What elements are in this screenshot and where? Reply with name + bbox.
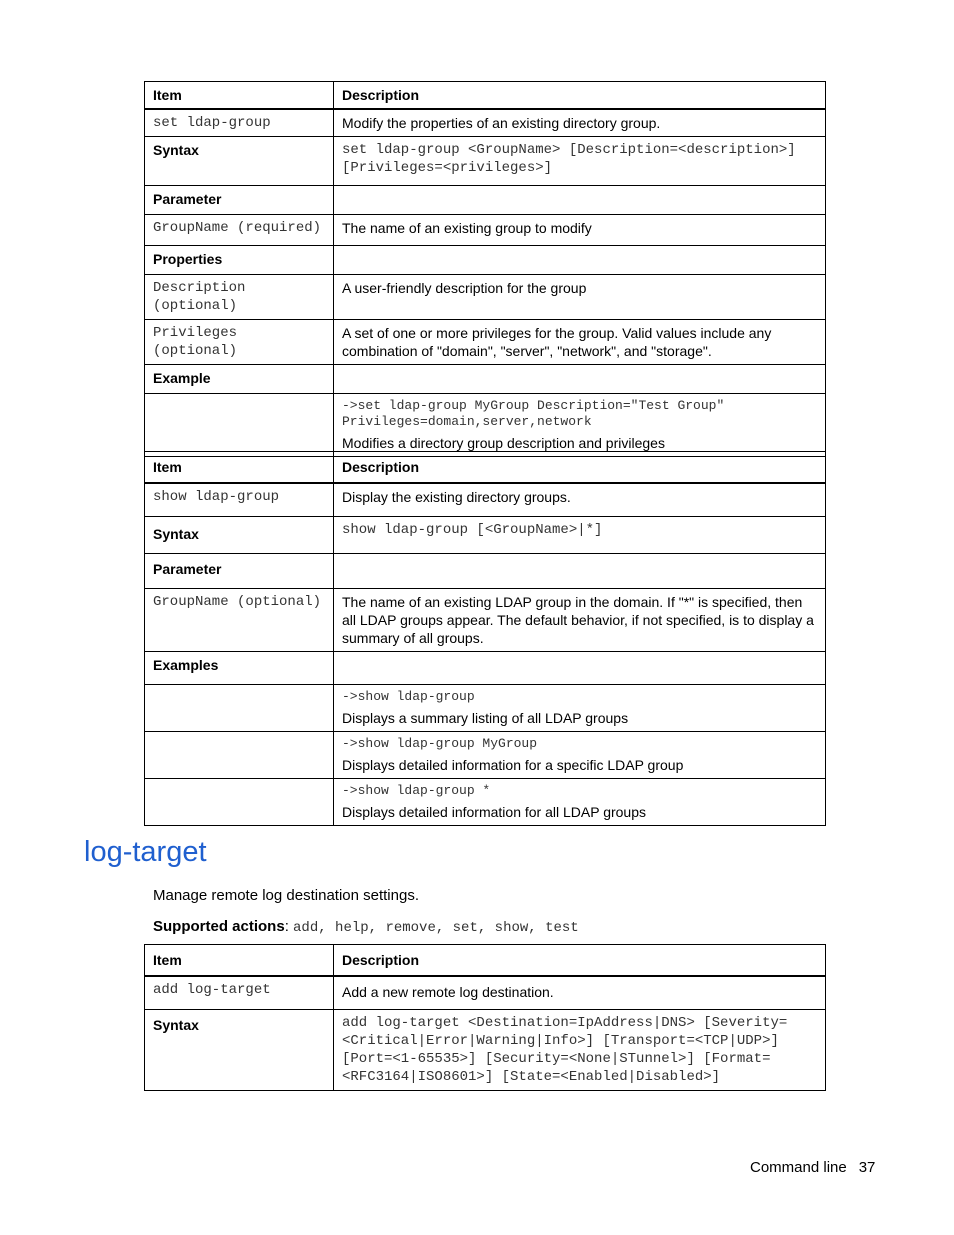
show-ldap-group-table — [144, 451, 826, 826]
examples-label: Examples — [145, 652, 334, 685]
table-row — [145, 517, 826, 554]
table-row — [145, 365, 826, 394]
example-command: ->set ldap-group MyGroup Description="Test Group" Privileges=domain,server,network — [342, 398, 725, 429]
table-row — [145, 275, 826, 320]
page-number: 37 — [858, 1159, 876, 1176]
table-row — [145, 320, 826, 365]
parameter-description: The name of an existing group to modify — [334, 215, 826, 246]
table-row — [145, 137, 826, 186]
table-row — [145, 976, 826, 1010]
command-description: Display the existing directory groups. — [334, 483, 826, 517]
table-row — [145, 394, 826, 457]
empty-cell — [145, 394, 334, 457]
example-command: ->show ldap-group — [342, 689, 475, 704]
property-description: A set of one or more privileges for the group. Valid values include any combination of "domain", "server", "network", and "storage". — [334, 320, 826, 365]
syntax-value: add log-target <Destination=IpAddress|DNS> [Severity=<Critical|Error|Warning|Info>] [Transport=<TCP|UDP>] [Port=<1-65535>] [Security=<None|STunnel>] [Format=<RFC3164|ISO8601>] [State=<Enabled|Disabled>] — [334, 1010, 826, 1091]
table-row — [145, 779, 826, 826]
empty-cell — [334, 186, 826, 215]
table-header-row — [145, 82, 826, 110]
example-label: Example — [145, 365, 334, 394]
example-description: Modifies a directory group description and privileges — [342, 435, 665, 451]
parameter-description: The name of an existing LDAP group in the domain. If "*" is specified, then all LDAP groups appear. The default behavior, if not specified, is to display a summary of all groups. — [334, 589, 826, 652]
table-header-row — [145, 945, 826, 977]
property-name: Privileges (optional) — [145, 320, 334, 365]
parameter-name: GroupName (optional) — [145, 589, 334, 652]
footer-label: Command line — [750, 1159, 847, 1176]
parameter-label: Parameter — [145, 186, 334, 215]
item-column-header: Item — [145, 452, 334, 484]
example-command: ->show ldap-group * — [342, 783, 491, 798]
section-heading: log-target — [84, 836, 207, 868]
command-name: set ldap-group — [145, 109, 334, 137]
table-row — [145, 483, 826, 517]
table-row — [145, 652, 826, 685]
properties-label: Properties — [145, 246, 334, 275]
table-row — [145, 109, 826, 137]
add-log-target-table — [144, 944, 826, 1091]
section-intro: Manage remote log destination settings. — [153, 887, 419, 904]
item-column-header: Item — [145, 82, 334, 110]
command-name: show ldap-group — [145, 483, 334, 517]
supported-actions-label: Supported actions — [153, 918, 285, 935]
command-name: add log-target — [145, 976, 334, 1010]
table-row — [145, 215, 826, 246]
command-description: Add a new remote log destination. — [334, 976, 826, 1010]
table-row — [145, 685, 826, 732]
property-name: Description (optional) — [145, 275, 334, 320]
supported-actions — [153, 918, 579, 936]
syntax-label: Syntax — [145, 1010, 334, 1091]
empty-cell — [334, 652, 826, 685]
supported-actions-separator: : — [284, 918, 294, 935]
empty-cell — [334, 554, 826, 589]
table-header-row — [145, 452, 826, 484]
description-column-header: Description — [334, 945, 826, 977]
table-row — [145, 1010, 826, 1091]
parameter-name: GroupName (required) — [145, 215, 334, 246]
syntax-value: show ldap-group [<GroupName>|*] — [334, 517, 826, 554]
example-cell — [334, 685, 826, 732]
example-description: Displays detailed information for all LDAP groups — [342, 804, 647, 820]
example-description: Displays a summary listing of all LDAP groups — [342, 710, 629, 726]
table-row — [145, 554, 826, 589]
description-column-header: Description — [334, 82, 826, 110]
supported-actions-list: add, help, remove, set, show, test — [293, 920, 579, 936]
example-command: ->show ldap-group MyGroup — [342, 736, 538, 751]
table-row — [145, 732, 826, 779]
empty-cell — [334, 246, 826, 275]
example-description: Displays detailed information for a specific LDAP group — [342, 757, 684, 773]
empty-cell — [145, 685, 334, 732]
empty-cell — [334, 365, 826, 394]
empty-cell — [145, 732, 334, 779]
empty-cell — [145, 779, 334, 826]
set-ldap-group-table — [144, 81, 826, 457]
table-row — [145, 246, 826, 275]
table-row — [145, 186, 826, 215]
page-footer — [750, 1159, 875, 1176]
item-column-header: Item — [145, 945, 334, 977]
syntax-value: set ldap-group <GroupName> [Description=<description>] [Privileges=<privileges>] — [334, 137, 826, 186]
example-cell — [334, 732, 826, 779]
description-column-header: Description — [334, 452, 826, 484]
property-description: A user-friendly description for the group — [334, 275, 826, 320]
example-cell — [334, 394, 826, 457]
parameter-label: Parameter — [145, 554, 334, 589]
syntax-label: Syntax — [145, 517, 334, 554]
syntax-label: Syntax — [145, 137, 334, 186]
table-row — [145, 589, 826, 652]
example-cell — [334, 779, 826, 826]
command-description: Modify the properties of an existing directory group. — [334, 109, 826, 137]
